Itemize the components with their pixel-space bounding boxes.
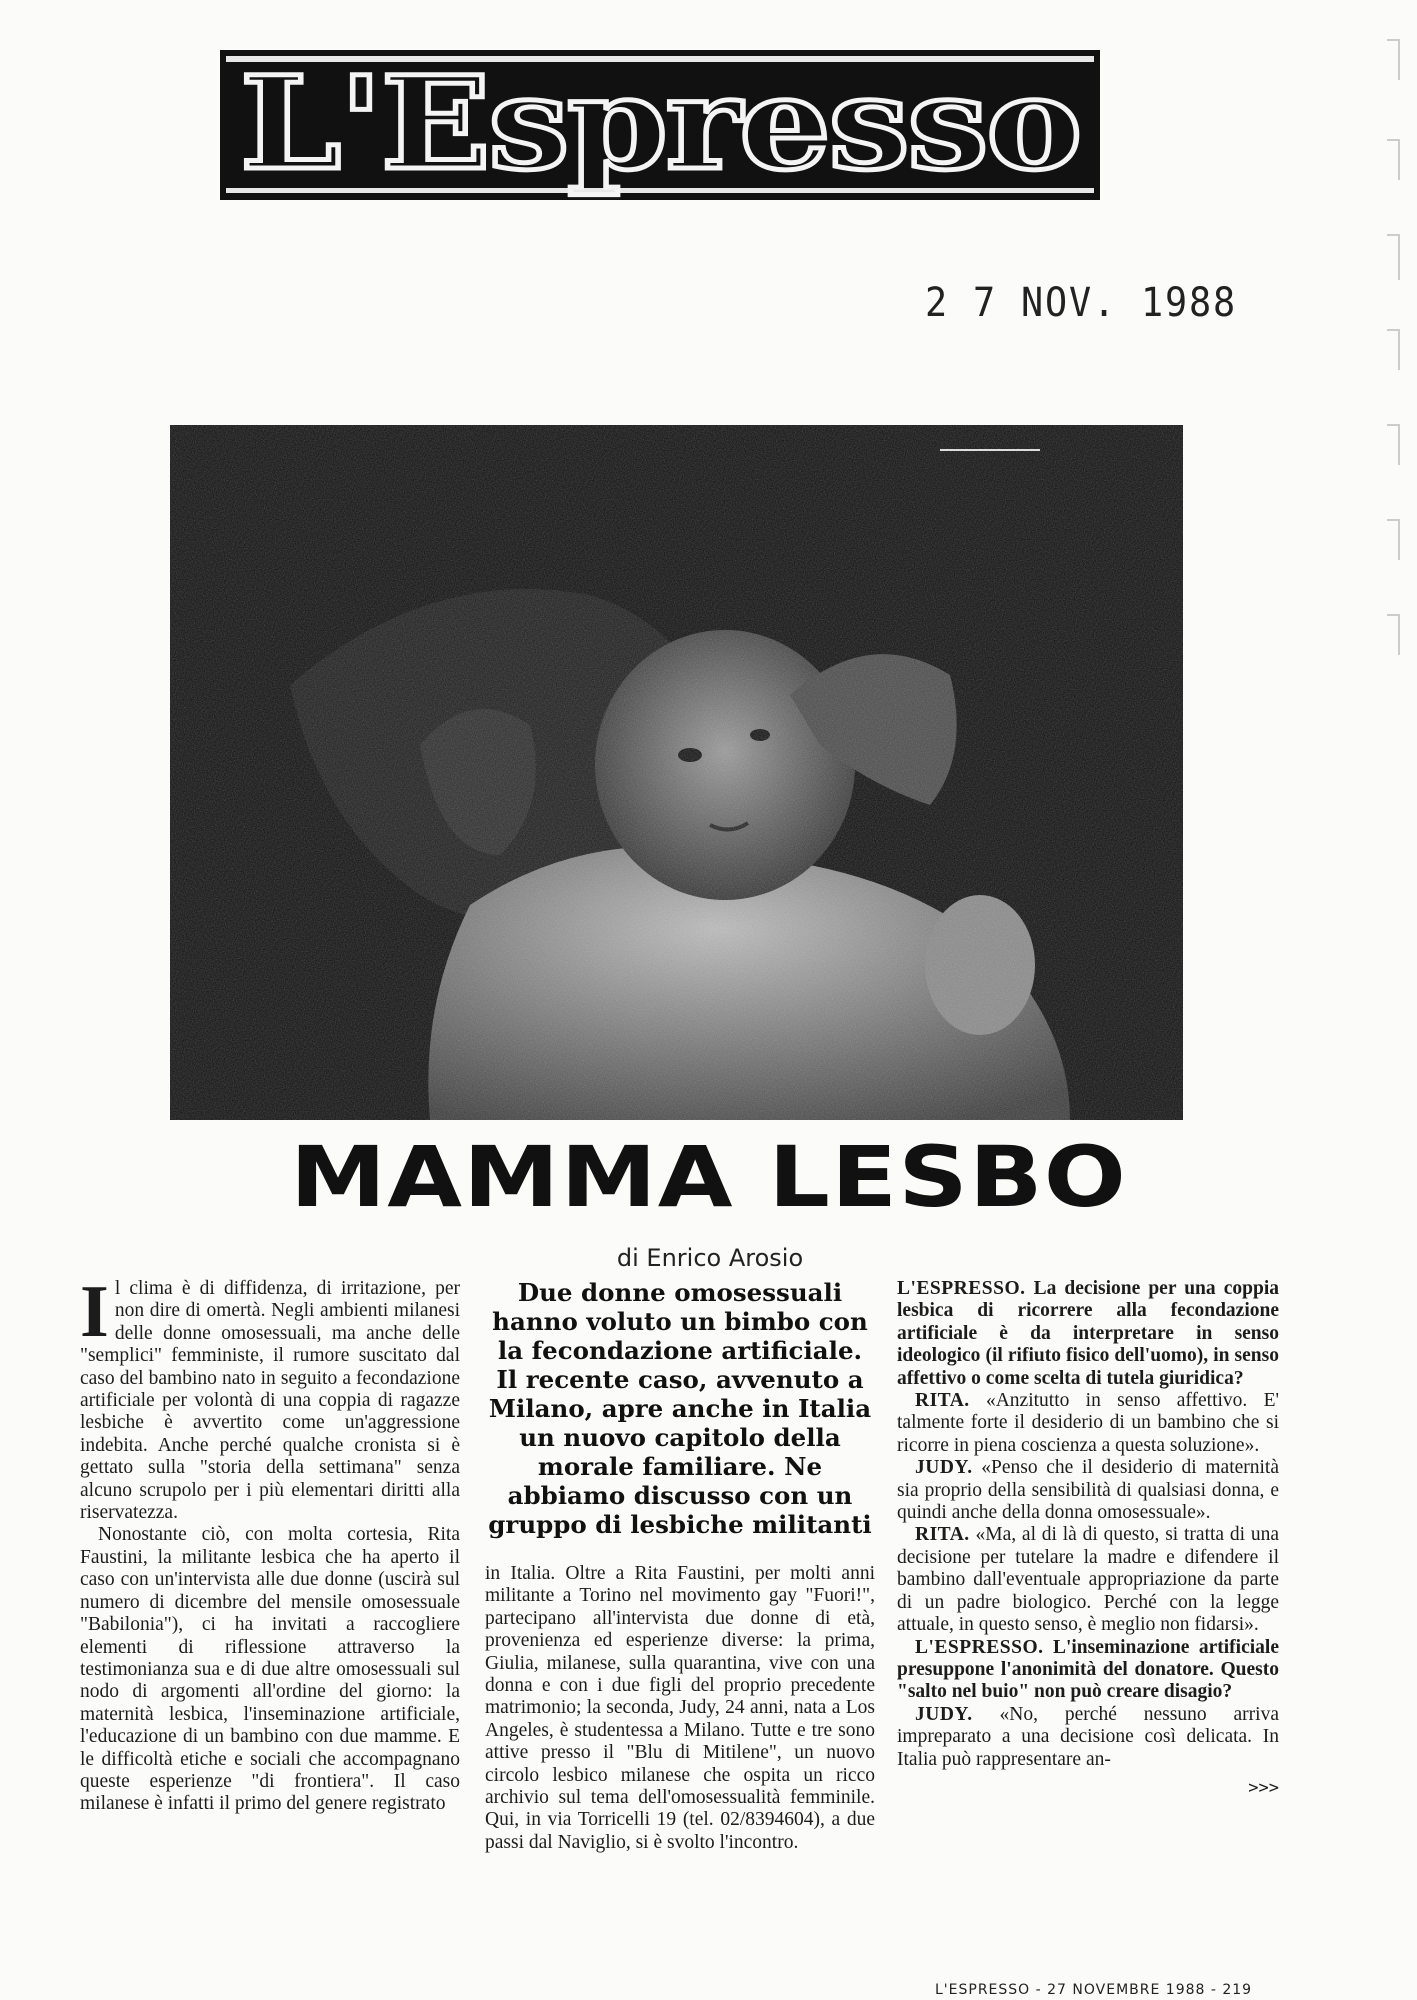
paragraph-text: l clima è di diffidenza, di irritazione, per non dire di omertà. Negli ambienti milanesi delle donne omosessuali, ma anche delle "semplici" femministe, il rumore suscitato dal caso del bambino nato in seguito a fecondazione artificiale per volontà di una coppia di ragazze lesbiche è avvertito come un'aggressione indebita. Anche perché qualche cronista si è gettato sulla "storia della settimana" senza alcuno scrupolo per i più elementari diritti alla riservatezza.	[80, 1278, 460, 1524]
paragraph: in Italia. Oltre a Rita Faustini, per molti anni militante a Torino nel movimento gay "Fuori!", partecipano all'intervista due donne di età, provenienza ed esperienze diverse: la prima, Giulia, milanese, sulla quarantina, vive con una donna e con i due figli del proprio precedente matrimonio; la seconda, Judy, 24 anni, nata a Los Angeles, è studentessa a Milano. Tutte e tre sono attive presso il "Blu di Mitilene", un nuovo circolo lesbico milanese che ospita un ricco archivio sul tema dell'omosessualità femminile. Qui, in via Torricelli 19 (tel. 02/8394604), a due passi dal Naviglio, si è svolto l'incontro.	[485, 1563, 875, 1853]
headline: MAMMA LESBO	[289, 1128, 1128, 1226]
scan-edge-marks	[1367, 0, 1417, 2000]
answer-text: «Anzitutto in senso affettivo. E' talmente forte il desiderio di un bambino che si ricorre in piena coscienza a questa soluzione».	[897, 1390, 1279, 1456]
speaker-label: RITA.	[915, 1524, 970, 1546]
question-text: La decisione per una coppia lesbica di ricorrere alla fecondazione artificiale è da interpretare in senso ideologico (il rifiuto fisico dell'uomo), in senso affettivo o come scelta di tutela giuridica?	[897, 1278, 1279, 1389]
page-footer: L'ESPRESSO - 27 NOVEMBRE 1988 - 219	[935, 1982, 1253, 1998]
interview-question	[897, 1278, 1279, 1390]
speaker-label: RITA.	[915, 1390, 970, 1412]
interview-answer	[897, 1524, 1279, 1636]
byline: di Enrico Arosio	[616, 1244, 804, 1272]
answer-text: «Penso che il desiderio di maternità sia proprio della sensibilità di qualsiasi donna, e quindi anche della donna omosessuale».	[897, 1457, 1280, 1524]
paragraph: Nonostante ciò, con molta cortesia, Rita Faustini, la militante lesbica che ha aperto il caso con un'intervista alle due donne (uscirà sul numero di dicembre del mensile omosessuale "Babilonia"), ci ha invitati a raccogliere elementi di riflessione attraverso la testimonianza sua e di due altre omosessuali sul nodo di argomenti all'ordine del giorno: la maternità lesbica, l'inseminazione artificiale, l'educazione di un bambino con due mamme. E le difficoltà etiche e sociali che accompagnano queste esperienze "di frontiera". Il caso milanese è infatti il primo del genere registrato	[80, 1524, 460, 1815]
interview-answer	[897, 1704, 1279, 1771]
logo-text: L'Espresso	[240, 50, 1080, 199]
article-column-2	[485, 1278, 875, 1854]
mother-and-child-photo	[170, 425, 1183, 1120]
interview-answer	[897, 1390, 1279, 1457]
article-deck: Due donne omosessuali hanno voluto un bimbo con la fecondazione artificiale. Il recente caso, avvenuto a Milano, apre anche in Italia un nuovo capitolo della morale familiare. Ne abbiamo discusso con un gruppo di lesbiche militanti	[488, 1278, 872, 1539]
interview-question	[897, 1637, 1279, 1704]
continued-marker: >>>	[1248, 1777, 1279, 1798]
speaker-label: L'ESPRESSO.	[897, 1278, 1026, 1299]
speaker-label: JUDY.	[915, 1457, 973, 1479]
answer-text: «No, perché nessuno arriva impreparato a una decisione così delicata. In Italia può rappresentare an-	[897, 1703, 1279, 1770]
drop-cap: I	[80, 1271, 109, 1353]
speaker-label: L'ESPRESSO.	[915, 1636, 1044, 1658]
article-column-1	[80, 1271, 460, 1816]
question-text: L'inseminazione artificiale presuppone l'anonimità del donatore. Questo "salto nel buio" non può creare disagio?	[897, 1636, 1279, 1703]
article-column-3	[897, 1278, 1279, 1799]
speaker-label: JUDY.	[915, 1703, 973, 1725]
masthead-logo	[220, 50, 1100, 200]
date-stamp: 2 7 NOV. 1988	[925, 280, 1237, 326]
interview-answer	[897, 1457, 1279, 1524]
paragraph	[80, 1271, 460, 1524]
answer-text: «Ma, al di là di questo, si tratta di una decisione per tutelare la madre e difendere il bambino dall'eventuale appropriazione da parte di un padre biologico. Perché con la legge attuale, in questo senso, è meglio non fidarsi».	[897, 1524, 1280, 1636]
